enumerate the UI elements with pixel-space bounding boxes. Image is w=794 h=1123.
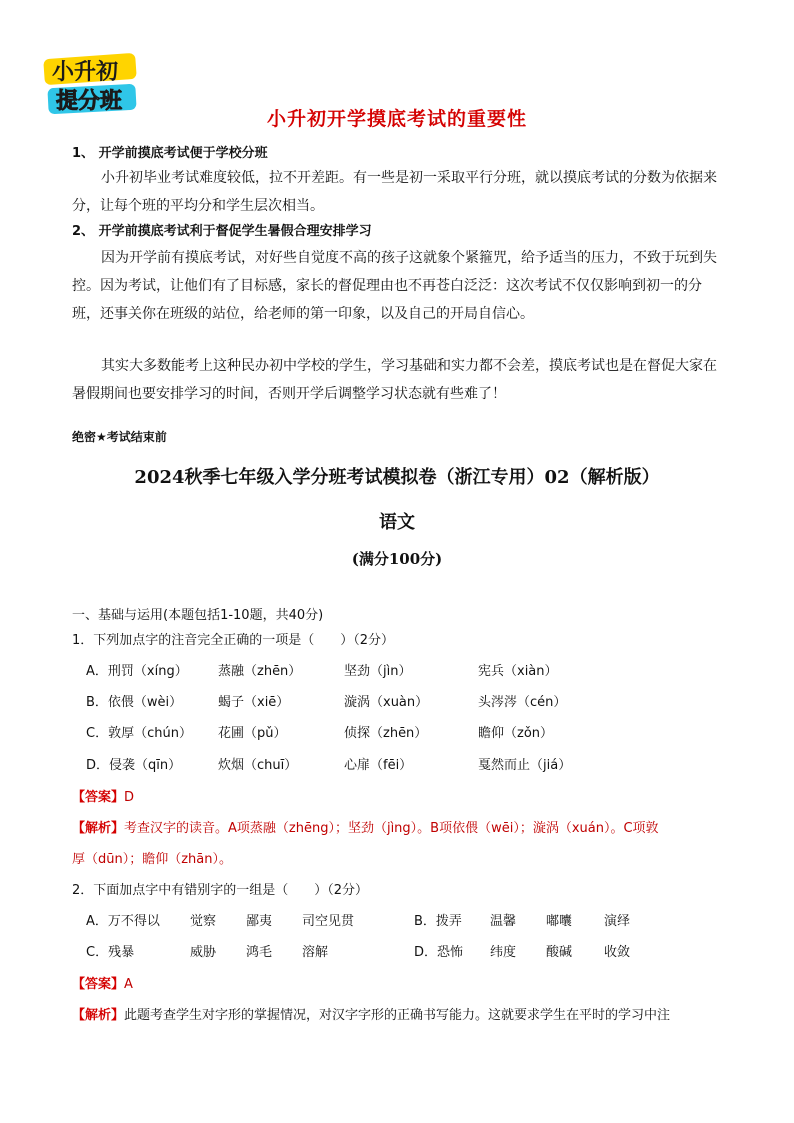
q1-option-cell: 蒸融（zhēn） (218, 664, 302, 679)
q2-option-cell: 鸿毛 (246, 945, 273, 960)
section-heading: 一、基础与运用(本题包括1-10题，共40分) (72, 608, 324, 623)
answer-value: D (124, 790, 135, 805)
q1-option-cell: 坚劲（jìn） (344, 664, 412, 679)
q1-option-cell: 炊烟（chuī） (218, 758, 298, 773)
q2-option-cell: 觉察 (190, 914, 217, 929)
logo-line2: 提分班 (56, 89, 123, 114)
q2-option-cell: D．恐怖 (414, 945, 464, 960)
q1-option-cell: D．侵袭（qīn） (86, 758, 182, 773)
analysis-text: 考查汉字的读音。A项蒸融（zhēng）；坚劲（jìng）。B项依偎（wēi）；漩涡（xuán）。C项敦 (124, 821, 659, 836)
q1-option-cell: 花圃（pǔ） (218, 726, 287, 741)
intro-heading-1: 1、 开学前摸底考试便于学校分班 (72, 146, 268, 161)
intro-paragraph-2: 因为开学前有摸底考试，对好些自觉度不高的孩子这就象个紧箍咒，给予适当的压力，不致于玩到失控。因为考试，让他们有了目标感，家长的督促理由也不再苍白泛泛：这次考试不仅仅影响到初一的分班，还事关你在班级的站位，给老师的第一印象，以及自己的开局自信心。 (72, 250, 717, 322)
confidential-label: 绝密★考试结束前 (72, 430, 167, 444)
q2-answer (72, 973, 133, 992)
analysis-tag: 【解析】 (72, 821, 125, 836)
q1-option-cell: 蝎子（xiē） (218, 695, 290, 710)
q2-option-cell: 溶解 (302, 945, 329, 960)
q1-option-cell: 头涔涔（cén） (478, 695, 567, 710)
answer-value: A (124, 977, 133, 992)
q2-option-cell: 酸碱 (546, 945, 573, 960)
q1-option-cell: 侦探（zhēn） (344, 726, 428, 741)
q1-option-cell: B．依偎（wèi） (86, 695, 183, 710)
q1-option-cell: C．敦厚（chún） (86, 726, 192, 741)
analysis-tag: 【解析】 (72, 1008, 125, 1023)
analysis-text: 此题考查学生对字形的掌握情况，对汉字字形的正确书写能力。这就要求学生在平时的学习中注 (124, 1008, 671, 1023)
exam-subject: 语文 (379, 512, 415, 533)
q2-option-cell: 纬度 (490, 945, 517, 960)
q1-option-cell: 戛然而止（jiá） (478, 758, 572, 773)
q1-analysis (72, 817, 659, 836)
q1-analysis-cont: 厚（dūn）；瞻仰（zhān）。 (72, 852, 232, 867)
q2-option-cell: 鄙夷 (246, 914, 273, 929)
q1-option-cell: 漩涡（xuàn） (344, 695, 429, 710)
q1-option-cell: 宪兵（xiàn） (478, 664, 558, 679)
intro-heading-2: 2、 开学前摸底考试利于督促学生暑假合理安排学习 (72, 224, 372, 239)
answer-tag: 【答案】 (72, 790, 125, 805)
q1-option-cell: 心扉（fēi） (344, 758, 413, 773)
q2-option-cell: C．残暴 (86, 945, 135, 960)
q1-option-cell: A．刑罚（xíng） (86, 664, 188, 679)
q1-stem: 1．下列加点字的注音完全正确的一项是（ ）（2分） (72, 633, 395, 648)
q2-option-cell: 温馨 (490, 914, 517, 929)
full-score: (满分100分) (351, 550, 443, 568)
q2-analysis (72, 1004, 670, 1023)
q2-option-cell: B．拨弄 (414, 914, 462, 929)
q2-option-cell: 司空见贯 (302, 914, 355, 929)
answer-tag: 【答案】 (72, 977, 125, 992)
page-title: 小升初开学摸底考试的重要性 (266, 108, 527, 130)
q2-option-cell: 演绎 (604, 914, 631, 929)
logo-line1: 小升初 (52, 60, 119, 85)
intro-paragraph-3: 其实大多数能考上这种民办初中学校的学生，学习基础和实力都不会差，摸底考试也是在督促大家在暑假期间也要安排学习的时间，否则开学后调整学习状态就有些难了！ (72, 358, 717, 402)
q1-option-cell: 瞻仰（zǒn） (478, 726, 554, 741)
q2-option-cell: 威胁 (190, 945, 217, 960)
q1-answer (72, 786, 134, 805)
q2-option-cell: 收敛 (604, 945, 631, 960)
intro-paragraph-1: 小升初毕业考试难度较低，拉不开差距。有一些是初一采取平行分班，就以摸底考试的分数为依据来分，让每个班的平均分和学生层次相当。 (72, 170, 717, 214)
exam-title: 2024秋季七年级入学分班考试模拟卷（浙江专用）02（解析版） (134, 467, 660, 488)
q2-option-cell: 嘟囔 (546, 914, 573, 929)
q2-option-cell: A．万不得以 (86, 914, 160, 929)
q2-stem: 2．下面加点字中有错别字的一组是（ ）（2分） (72, 883, 369, 898)
